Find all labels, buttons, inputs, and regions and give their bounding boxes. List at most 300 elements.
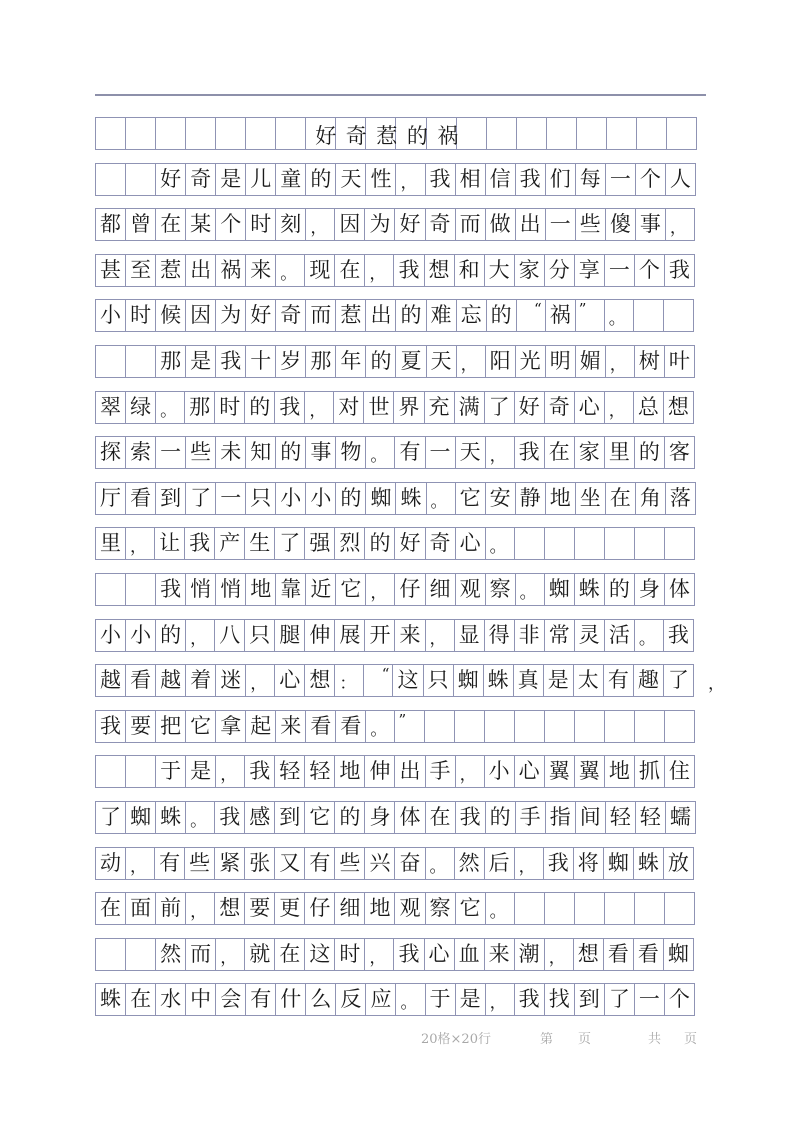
grid-cell: 一 — [606, 164, 636, 195]
grid-cell: 心 — [425, 939, 455, 970]
grid-cell: ， — [126, 848, 155, 879]
grid-cell: 来 — [276, 711, 306, 742]
grid-cell — [665, 711, 695, 742]
text-row — [95, 482, 696, 515]
grid-cell: 的 — [335, 802, 365, 833]
grid-cell: 到 — [156, 483, 186, 514]
grid-cell: 非 — [515, 620, 545, 651]
grid-cell: 蛛 — [634, 848, 664, 879]
grid-cell: 想 — [425, 255, 455, 286]
grid-cell — [487, 118, 517, 149]
grid-cell: 有 — [305, 848, 335, 879]
grid-cell: 蜘 — [126, 802, 156, 833]
grid-cell: 生 — [245, 528, 275, 559]
grid-cell — [607, 118, 637, 149]
grid-cell — [545, 528, 575, 559]
grid-cell: 迷 — [216, 665, 246, 696]
grid-cell: 后 — [485, 848, 515, 879]
grid-cell: 的 — [366, 346, 396, 377]
grid-cell — [96, 939, 126, 970]
grid-cell: 阳 — [486, 346, 516, 377]
grid-cell: 些 — [576, 209, 606, 240]
grid-cell: 心 — [515, 756, 545, 787]
grid-cell: 们 — [546, 164, 576, 195]
grid-cell: ， — [605, 392, 634, 423]
grid-cell: ， — [486, 437, 515, 468]
grid-cell: 树 — [635, 346, 665, 377]
grid-cell: 会 — [216, 984, 246, 1015]
grid-cell: 心 — [275, 665, 305, 696]
grid-cell: 到 — [275, 802, 305, 833]
grid-cell: 的 — [487, 300, 517, 331]
grid-cell: 要 — [245, 893, 275, 924]
grid-cell: 住 — [665, 756, 695, 787]
text-row — [95, 573, 695, 606]
grid-cell: 因 — [335, 209, 365, 240]
text-row — [95, 208, 695, 241]
grid-cell: 看 — [604, 939, 634, 970]
grid-cell: 曾 — [126, 209, 156, 240]
grid-cell — [126, 574, 156, 605]
grid-cell: 里 — [605, 437, 635, 468]
grid-cell: 这 — [305, 939, 335, 970]
grid-cell: 蛛 — [396, 483, 426, 514]
grid-cell — [515, 711, 545, 742]
grid-cell: ， — [305, 392, 334, 423]
grid-cell — [577, 118, 607, 149]
grid-cell: 的 — [635, 437, 665, 468]
grid-cell: 开 — [365, 620, 395, 651]
grid-cell: 烈 — [335, 528, 365, 559]
grid-cell: 刻 — [276, 209, 306, 240]
grid-cell: 的 — [486, 802, 516, 833]
grid-cell: 人 — [666, 164, 696, 195]
grid-cell: 我 — [456, 802, 486, 833]
grid-cell: 它 — [336, 574, 366, 605]
grid-cell: 手 — [516, 802, 546, 833]
grid-cell: 我 — [216, 346, 246, 377]
grid-cell: 好 — [395, 209, 425, 240]
grid-cell: 身 — [365, 802, 395, 833]
grid-cell: 充 — [425, 392, 455, 423]
total-pages-suffix: 页 — [684, 1032, 698, 1047]
grid-cell: 和 — [455, 255, 485, 286]
grid-cell: 出 — [186, 255, 216, 286]
grid-cell — [547, 118, 577, 149]
grid-cell: 是 — [216, 164, 246, 195]
text-row — [95, 664, 725, 697]
grid-cell: 了 — [96, 802, 126, 833]
grid-cell: 祸 — [216, 255, 246, 286]
grid-cell: 祸 — [546, 300, 576, 331]
grid-cell: 只 — [424, 665, 454, 696]
grid-cell: 轻 — [275, 756, 305, 787]
grid-cell: ， — [216, 756, 245, 787]
overflow-punctuation: ， — [708, 674, 725, 695]
grid-cell: 蜘 — [366, 483, 396, 514]
grid-cell: 些 — [186, 437, 216, 468]
grid-cell: 。 — [426, 848, 455, 879]
grid-cell: 来 — [485, 939, 515, 970]
text-row — [95, 983, 695, 1016]
grid-cell — [515, 893, 545, 924]
grid-cell: 安 — [486, 483, 516, 514]
grid-cell: 蛛 — [484, 665, 514, 696]
grid-cell: 放 — [664, 848, 694, 879]
grid-cell: 。 — [276, 255, 305, 286]
grid-cell: 一 — [426, 437, 456, 468]
grid-cell: 光 — [516, 346, 546, 377]
grid-cell: ， — [366, 574, 395, 605]
grid-cell — [635, 528, 665, 559]
grid-cell: 在 — [156, 209, 186, 240]
grid-cell: 的 — [365, 528, 395, 559]
grid-cell: 好 — [395, 528, 425, 559]
grid-cell: 我 — [665, 255, 695, 286]
grid-cell: 蜘 — [664, 939, 694, 970]
grid-cell: 儿 — [246, 164, 276, 195]
grid-cell: 奇 — [426, 209, 456, 240]
grid-cell: 面 — [126, 893, 156, 924]
grid-cell: 对 — [334, 392, 364, 423]
grid-cell: 候 — [156, 300, 186, 331]
grid-cell: 某 — [186, 209, 216, 240]
grid-cell: 这 — [393, 665, 423, 696]
grid-cell — [545, 711, 575, 742]
grid-cell: 动 — [96, 848, 126, 879]
grid-cell: 我 — [156, 574, 186, 605]
grid-cell: 时 — [246, 209, 276, 240]
grid-cell: 地 — [365, 893, 395, 924]
grid-cell: 感 — [245, 802, 275, 833]
grid-cell: 趣 — [634, 665, 664, 696]
grid-cell: 看 — [126, 665, 156, 696]
grid-cell: 得 — [485, 620, 515, 651]
grid-cell: 时 — [126, 300, 156, 331]
grid-cell: 而 — [306, 300, 336, 331]
grid-cell: 显 — [455, 620, 485, 651]
grid-cell: ， — [426, 620, 455, 651]
grid-cell: 在 — [545, 437, 575, 468]
grid-cell: 叶 — [665, 346, 695, 377]
grid-cell: ， — [396, 164, 425, 195]
grid-cell: 紧 — [215, 848, 245, 879]
grid-cell: 仔 — [305, 893, 335, 924]
grid-cell: 惹 — [156, 255, 186, 286]
grid-cell: 于 — [156, 756, 186, 787]
grid-cell: 潮 — [515, 939, 545, 970]
grid-cell: 靠 — [276, 574, 306, 605]
grid-cell: 满 — [455, 392, 485, 423]
grid-cell: 在 — [126, 984, 156, 1015]
grid-cell: 。 — [605, 300, 634, 331]
grid-cell — [575, 893, 605, 924]
grid-cell: 惹 — [336, 300, 366, 331]
grid-cell: 抓 — [635, 756, 665, 787]
grid-cell: 又 — [275, 848, 305, 879]
grid-cell — [517, 118, 547, 149]
grid-cell: ， — [666, 209, 695, 240]
grid-cell: 了 — [275, 528, 305, 559]
grid-cell — [575, 711, 605, 742]
grid-cell: 在 — [606, 483, 636, 514]
grid-cell: 家 — [515, 255, 545, 286]
grid-cell — [246, 118, 276, 149]
grid-cell: 那 — [185, 392, 215, 423]
grid-cell: 奇 — [276, 300, 306, 331]
grid-cell — [635, 711, 665, 742]
grid-cell: 好 — [156, 164, 186, 195]
grid-cell: 有 — [604, 665, 634, 696]
grid-cell: 应 — [366, 984, 396, 1015]
grid-cell: 一 — [605, 255, 635, 286]
grid-cell: 天 — [427, 346, 457, 377]
grid-cell: 产 — [215, 528, 245, 559]
grid-cell: 展 — [335, 620, 365, 651]
grid-cell: 性 — [366, 164, 396, 195]
grid-cell: 界 — [394, 392, 424, 423]
grid-cell — [605, 711, 635, 742]
grid-cell: 间 — [576, 802, 606, 833]
grid-cell: 每 — [576, 164, 606, 195]
grid-cell: 小 — [485, 756, 515, 787]
grid-cell: 细 — [335, 893, 365, 924]
grid-cell: 蜘 — [545, 574, 575, 605]
grid-cell: 的 — [605, 574, 635, 605]
grid-cell — [96, 164, 126, 195]
grid-cell: 夏 — [396, 346, 426, 377]
grid-cell: 么 — [306, 984, 336, 1015]
grid-cell: 来 — [395, 620, 425, 651]
grid-cell — [126, 756, 156, 787]
grid-cell: 我 — [185, 528, 215, 559]
grid-cell: 灵 — [575, 620, 605, 651]
grid-cell — [96, 118, 126, 149]
grid-cell: 近 — [306, 574, 336, 605]
grid-cell: 年 — [336, 346, 366, 377]
grid-cell — [635, 893, 665, 924]
grid-cell — [126, 939, 156, 970]
grid-cell: 角 — [636, 483, 666, 514]
grid-cell: “ — [364, 665, 393, 696]
grid-cell: 伸 — [305, 620, 335, 651]
total-pages-prefix: 共 — [648, 1032, 662, 1047]
grid-cell: ， — [457, 346, 486, 377]
grid-cell: 我 — [245, 756, 275, 787]
grid-cell: 什 — [276, 984, 306, 1015]
text-row — [95, 391, 694, 424]
grid-cell: ， — [606, 346, 635, 377]
grid-cell: 兴 — [365, 848, 395, 879]
grid-cell: 在 — [96, 893, 126, 924]
grid-cell: 了 — [485, 392, 515, 423]
grid-cell — [637, 118, 667, 149]
grid-cell: 身 — [635, 574, 665, 605]
grid-cell: 媚 — [576, 346, 606, 377]
grid-cell: 然 — [455, 848, 485, 879]
grid-cell: ， — [365, 255, 394, 286]
grid-cell — [216, 118, 246, 149]
grid-cell: 的 — [245, 392, 275, 423]
grid-cell: 观 — [456, 574, 486, 605]
grid-cell — [425, 711, 455, 742]
grid-cell: 到 — [575, 984, 605, 1015]
grid-cell: 越 — [156, 665, 186, 696]
grid-cell: 伸 — [365, 756, 395, 787]
grid-cell: 落 — [666, 483, 696, 514]
grid-cell: 一 — [156, 437, 186, 468]
grid-cell: 。 — [366, 711, 395, 742]
grid-cell: 在 — [426, 802, 456, 833]
text-row — [95, 801, 696, 834]
grid-cell: 它 — [305, 802, 335, 833]
page-number-prefix: 第 — [540, 1032, 554, 1047]
grid-cell: 享 — [575, 255, 605, 286]
grid-cell: 在 — [335, 255, 365, 286]
grid-cell: ， — [306, 209, 335, 240]
grid-cell: 而 — [456, 209, 486, 240]
grid-cell: 大 — [485, 255, 515, 286]
grid-cell: 出 — [366, 300, 396, 331]
grid-cell: 有 — [395, 437, 425, 468]
grid-cell: 想 — [574, 939, 604, 970]
grid-cell: 八 — [215, 620, 245, 651]
grid-cell: 蜘 — [454, 665, 484, 696]
grid-cell: ” — [576, 300, 605, 331]
grid-cell: 它 — [456, 893, 486, 924]
grid-cell — [126, 118, 156, 149]
grid-cell: 我 — [515, 984, 545, 1015]
grid-cell: 来 — [246, 255, 276, 286]
grid-cell: 体 — [395, 802, 425, 833]
grid-cell: 小 — [96, 300, 126, 331]
grid-cell: 岁 — [276, 346, 306, 377]
grid-cell: 。 — [366, 437, 395, 468]
grid-cell: 我 — [426, 164, 456, 195]
grid-cell: ， — [246, 665, 275, 696]
grid-cell — [605, 528, 635, 559]
grid-cell: 。 — [156, 392, 185, 423]
grid-cell: 是 — [186, 346, 216, 377]
grid-cell: 知 — [246, 437, 276, 468]
grid-cell: 索 — [126, 437, 156, 468]
grid-cell: ， — [456, 756, 485, 787]
grid-cell: 我 — [215, 802, 245, 833]
grid-cell: 翼 — [545, 756, 575, 787]
grid-cell: 里 — [96, 528, 126, 559]
grid-cell: 了 — [186, 483, 216, 514]
grid-cell: 心 — [575, 392, 605, 423]
grid-cell: 有 — [155, 848, 185, 879]
grid-cell: 地 — [335, 756, 365, 787]
grid-cell: 天 — [456, 437, 486, 468]
grid-cell: 我 — [544, 848, 574, 879]
text-row — [95, 436, 695, 469]
grid-cell: 活 — [605, 620, 635, 651]
text-row — [95, 847, 694, 880]
grid-cell: 童 — [276, 164, 306, 195]
grid-cell: 我 — [515, 437, 545, 468]
grid-cell: 分 — [545, 255, 575, 286]
grid-cell: 手 — [426, 756, 456, 787]
grid-cell: 厅 — [96, 483, 126, 514]
grid-cell: 探 — [96, 437, 126, 468]
grid-cell — [276, 118, 306, 149]
grid-cell: 。 — [486, 528, 515, 559]
grid-cell: 我 — [275, 392, 305, 423]
grid-cell: 悄 — [186, 574, 216, 605]
grid-cell: 个 — [635, 255, 665, 286]
grid-cell: 是 — [544, 665, 574, 696]
grid-cell: 体 — [665, 574, 695, 605]
grid-cell: 世 — [364, 392, 394, 423]
grid-cell: 一 — [546, 209, 576, 240]
grid-cell: 中 — [186, 984, 216, 1015]
grid-cell: 小 — [126, 620, 156, 651]
grid-cell: 难 — [427, 300, 457, 331]
grid-cell: 奇 — [186, 164, 216, 195]
grid-cell — [665, 893, 695, 924]
grid-cell: 现 — [305, 255, 335, 286]
grid-cell: ， — [365, 939, 394, 970]
grid-cell: ， — [486, 984, 515, 1015]
grid-cell: 腿 — [275, 620, 305, 651]
grid-cell: ， — [186, 893, 215, 924]
grid-cell — [156, 118, 186, 149]
text-row — [95, 938, 694, 971]
grid-cell: 它 — [456, 483, 486, 514]
grid-cell: 信 — [486, 164, 516, 195]
grid-cell — [455, 711, 485, 742]
grid-cell — [667, 118, 697, 149]
page-number-suffix: 页 — [578, 1032, 592, 1047]
grid-cell: 然 — [156, 939, 186, 970]
grid-cell: 静 — [516, 483, 546, 514]
grid-cell: 。 — [486, 893, 515, 924]
grid-cell: 想 — [215, 893, 245, 924]
grid-cell — [575, 528, 605, 559]
grid-cell: 指 — [546, 802, 576, 833]
grid-cell: 忘 — [457, 300, 487, 331]
grid-cell: 个 — [636, 164, 666, 195]
grid-cell — [515, 528, 545, 559]
grid-cell: 。 — [186, 802, 215, 833]
grid-cell: 我 — [394, 939, 424, 970]
grid-cell — [665, 528, 695, 559]
grid-cell: 蛛 — [575, 574, 605, 605]
text-row — [95, 710, 695, 743]
grid-cell: 常 — [545, 620, 575, 651]
grid-cell: 是 — [456, 984, 486, 1015]
text-row — [95, 345, 695, 378]
grid-cell: 。 — [427, 483, 456, 514]
grid-cell: 只 — [246, 483, 276, 514]
grid-cell: 傻 — [606, 209, 636, 240]
grid-cell: 出 — [516, 209, 546, 240]
grid-cell: 察 — [426, 893, 456, 924]
grid-cell: 个 — [665, 984, 695, 1015]
grid-cell: 小 — [306, 483, 336, 514]
grid-cell: “ — [517, 300, 546, 331]
grid-cell: 事 — [636, 209, 666, 240]
grid-cell: 那 — [156, 346, 186, 377]
grid-cell: 细 — [426, 574, 456, 605]
grid-cell: 看 — [634, 939, 664, 970]
grid-cell: 真 — [514, 665, 544, 696]
grid-cell: 将 — [574, 848, 604, 879]
grid-cell: 着 — [186, 665, 216, 696]
grid-cell: 的 — [276, 437, 306, 468]
